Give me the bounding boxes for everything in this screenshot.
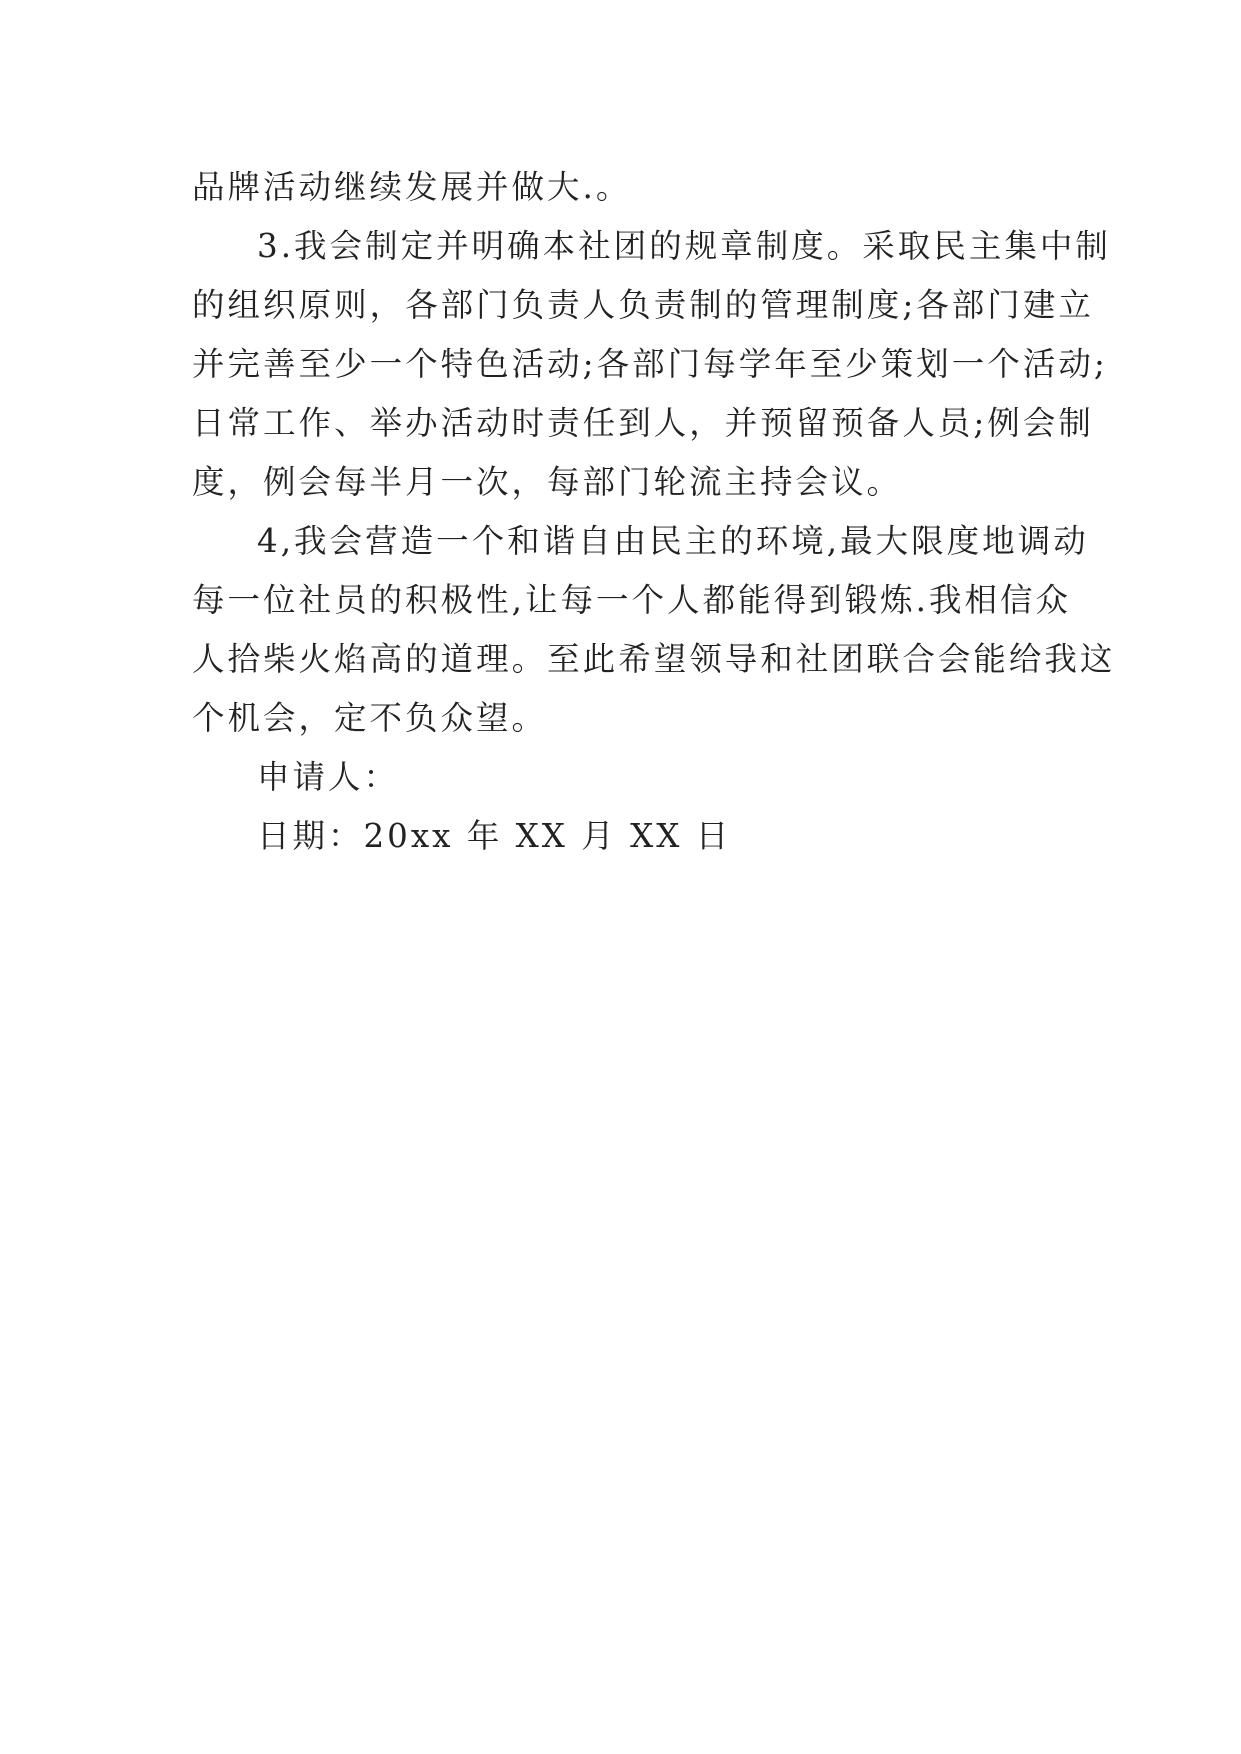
text-line: 个机会，定不负众望。: [192, 699, 548, 737]
text-line: 日 常 工 作 、 举 办 活 动 时 责 任 到 人 ， 并 预 留 预 备 人 员 ; 例 会 制: [192, 404, 1094, 442]
text-line: 3 . 我 会 制 定 并 明 确 本 社 团 的 规 章 制 度 。 采 取 民 主 集 中 制: [257, 227, 1111, 265]
date-line: 日期：20xx 年 XX 月 XX 日: [257, 817, 732, 855]
document-body: [192, 158, 1116, 866]
applicant-label: 申请人：: [257, 758, 400, 796]
text-line: 并 完 善 至 少 一 个 特 色 活 动 ; 各 部 门 每 学 年 至 少 策 划 一 个 活 动 ;: [192, 345, 1108, 383]
text-line: 度，例会每半月一次，每部门轮流主持会议。: [192, 463, 903, 501]
text-line: 的 组 织 原 则 ， 各 部 门 负 责 人 负 责 制 的 管 理 制 度 ; 各 部 门 建 立: [192, 286, 1094, 324]
text-line: 4 , 我 会 营 造 一 个 和 谐 自 由 民 主 的 环 境 , 最 大 限 度 地 调 动: [257, 522, 1089, 560]
text-line: 人 拾 柴 火 焰 高 的 道 理 。 至 此 希 望 领 导 和 社 团 联 合 会 能 给 我 这: [192, 640, 1116, 678]
text-line: 每 一 位 社 员 的 积 极 性 , 让 每 一 个 人 都 能 得 到 锻 炼 . 我 相 信 众: [192, 581, 1072, 619]
text-line: 品牌活动继续发展并做大.。: [192, 168, 632, 206]
